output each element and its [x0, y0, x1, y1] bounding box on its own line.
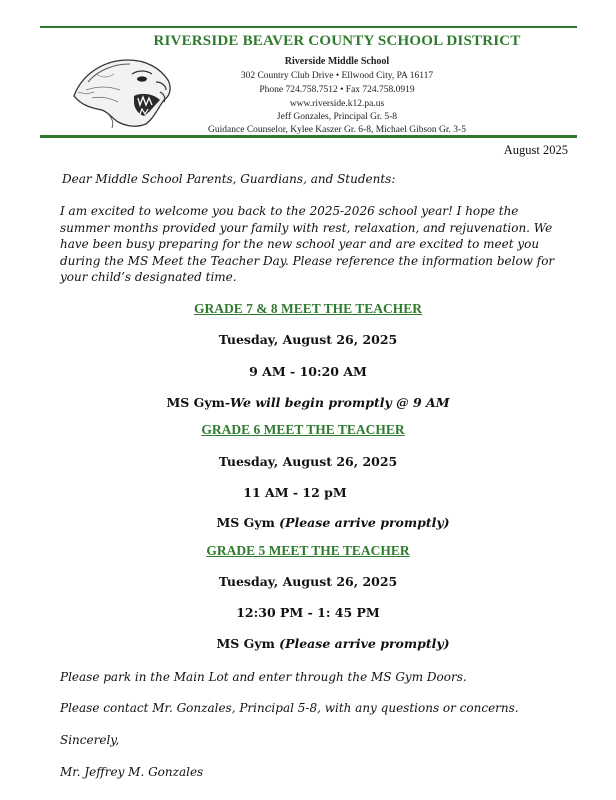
counselor-line: Guidance Counselor, Kylee Kaszer Gr. 6-8, Michael Gibson Gr. 3-5	[208, 125, 466, 135]
session-grade-6	[0, 422, 616, 438]
grade-7-8-place: MS Gym-	[166, 395, 231, 410]
session-grade-5	[0, 543, 616, 559]
grade-5-location	[0, 636, 616, 651]
grade-6-date: Tuesday, August 26, 2025	[218, 454, 398, 469]
school-website[interactable]: www.riverside.k12.pa.us	[289, 99, 385, 109]
grade-5-note: (Please arrive promptly)	[279, 636, 450, 651]
grade-5-place: MS Gym	[216, 636, 280, 651]
panther-mascot-icon	[68, 52, 176, 130]
salutation: Dear Middle School Parents, Guardians, and Students:	[62, 172, 396, 186]
principal-line: Jeff Gonzales, Principal Gr. 5-8	[276, 112, 398, 122]
school-phone: Phone 724.758.7512 • Fax 724.758.0919	[259, 85, 415, 95]
grade-6-time: 11 AM - 12 pM	[243, 485, 347, 500]
grade-7-8-date: Tuesday, August 26, 2025	[218, 332, 398, 347]
grade-6-heading: GRADE 6 MEET THE TEACHER	[201, 422, 405, 437]
grade-6-note: (Please arrive promptly)	[279, 515, 450, 530]
grade-5-heading: GRADE 5 MEET THE TEACHER	[206, 543, 410, 558]
grade-5-time: 12:30 PM - 1: 45 PM	[236, 605, 380, 620]
grade-6-location	[0, 515, 616, 530]
grade-7-8-note: We will begin promptly @ 9 AM	[230, 395, 450, 410]
letter-date: August 2025	[503, 143, 568, 157]
parking-note: Please park in the Main Lot and enter through the MS Gym Doors.	[60, 670, 467, 684]
district-name: RIVERSIDE BEAVER COUNTY SCHOOL DISTRICT	[153, 33, 521, 49]
school-address: 302 Country Club Drive • Ellwood City, PA 16117	[240, 71, 434, 81]
grade-7-8-time: 9 AM - 10:20 AM	[249, 364, 367, 379]
signature: Mr. Jeffrey M. Gonzales	[60, 765, 204, 779]
intro-paragraph: I am excited to welcome you back to the 2025-2026 school year! I hope the summer months provided your family with rest, relaxation, and rejuvenation. We have been busy preparing for the new school year and are excited to meet you during the MS Meet the Teacher Day. Please reference the information below for your child’s designated time.	[60, 204, 555, 284]
contact-note: Please contact Mr. Gonzales, Principal 5-8, with any questions or concerns.	[60, 701, 519, 715]
school-name: Riverside Middle School	[284, 56, 390, 67]
grade-5-date: Tuesday, August 26, 2025	[218, 574, 398, 589]
session-grade-7-8	[0, 301, 616, 317]
grade-7-8-heading: GRADE 7 & 8 MEET THE TEACHER	[193, 301, 423, 316]
header-top-rule	[40, 26, 577, 28]
header-bottom-rule	[40, 135, 577, 138]
closing: Sincerely,	[60, 733, 120, 747]
grade-6-place: MS Gym	[216, 515, 280, 530]
grade-7-8-location	[0, 395, 616, 410]
